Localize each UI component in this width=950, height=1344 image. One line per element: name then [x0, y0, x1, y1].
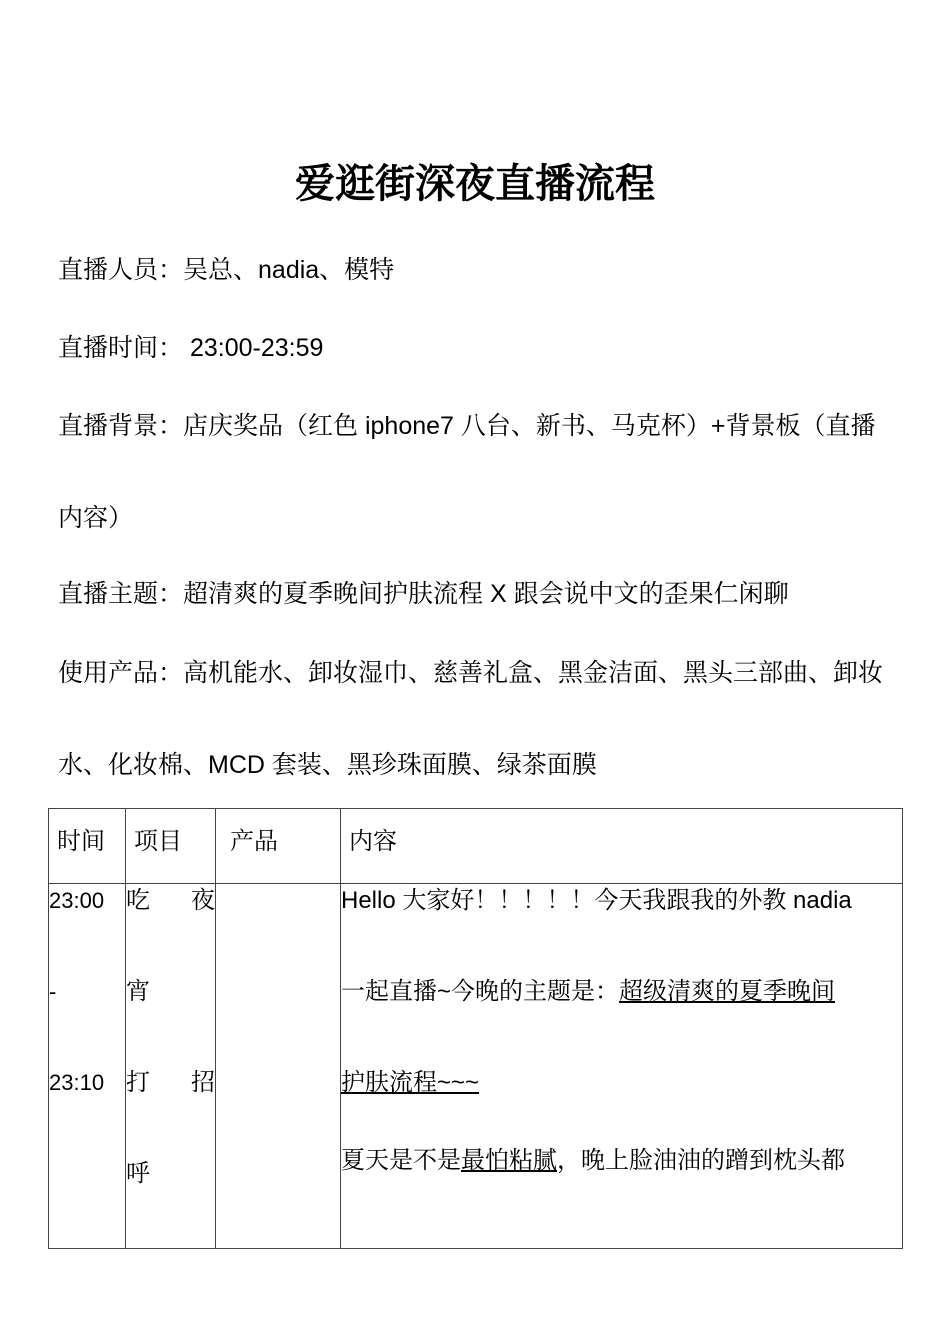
time-start: 23:00 — [49, 888, 105, 913]
background-label: 直播背景： — [58, 412, 184, 440]
content-underlined-text: 护肤流程~~~ — [341, 1069, 480, 1096]
info-products — [58, 627, 900, 811]
item-line: 打 招 — [126, 1069, 215, 1096]
table-header-row — [49, 809, 903, 884]
item-line: 呼 — [126, 1160, 150, 1187]
people-value: 吴总、nadia、模特 — [183, 256, 395, 284]
products-label: 使用产品： — [58, 659, 184, 687]
time-end: 23:10 — [49, 1070, 105, 1095]
time-dash: - — [49, 979, 57, 1004]
content-underlined-text: 超级清爽的夏季晚间 — [619, 978, 836, 1005]
content-cell — [341, 884, 903, 1249]
background-value: 店庆奖品（红色 iphone7 八台、新书、马克杯）+背景板（直播内容） — [58, 412, 876, 532]
header-time — [49, 809, 126, 884]
header-product-label: 产品 — [230, 828, 278, 855]
content-line-2 — [341, 975, 902, 1066]
content-text: 一起直播~今晚的主题是： — [341, 978, 620, 1005]
content-underlined-text: 最怕粘腻 — [461, 1147, 557, 1174]
content-line-1: Hello 大家好！！！！！今天我跟我的外教 nadia — [341, 887, 852, 914]
products-value: 高机能水、卸妆湿巾、慈善礼盒、黑金洁面、黑头三部曲、卸妆水、化妆棉、MCD 套装、黑珍珠面膜、绿茶面膜 — [58, 659, 884, 779]
item-line: 宵 — [126, 978, 150, 1005]
table-row — [49, 884, 903, 1249]
product-cell — [216, 884, 341, 1249]
content-text: 夏天是不是 — [341, 1147, 461, 1174]
time-value: 23:00-23:59 — [183, 334, 324, 362]
content-line-3 — [341, 1066, 902, 1144]
content-line-4 — [341, 1144, 902, 1235]
header-item — [126, 809, 216, 884]
header-time-label: 时间 — [57, 828, 105, 855]
time-cell — [49, 884, 126, 1249]
time-label: 直播时间： — [58, 334, 184, 362]
content-text: ，晚上脸油油的蹭到枕头都 — [557, 1147, 845, 1174]
theme-value: 超清爽的夏季晚间护肤流程 X 跟会说中文的歪果仁闲聊 — [183, 580, 789, 608]
item-cell — [126, 884, 216, 1249]
people-label: 直播人员： — [58, 256, 184, 284]
document-title: 爱逛街深夜直播流程 — [295, 161, 655, 207]
header-item-label: 项目 — [134, 828, 182, 855]
item-line: 吃 夜 — [126, 887, 215, 914]
header-product — [216, 809, 341, 884]
theme-label: 直播主题： — [58, 580, 184, 608]
header-content — [341, 809, 903, 884]
header-content-label: 内容 — [349, 828, 397, 855]
flow-table — [48, 808, 903, 1249]
info-background — [58, 380, 900, 564]
